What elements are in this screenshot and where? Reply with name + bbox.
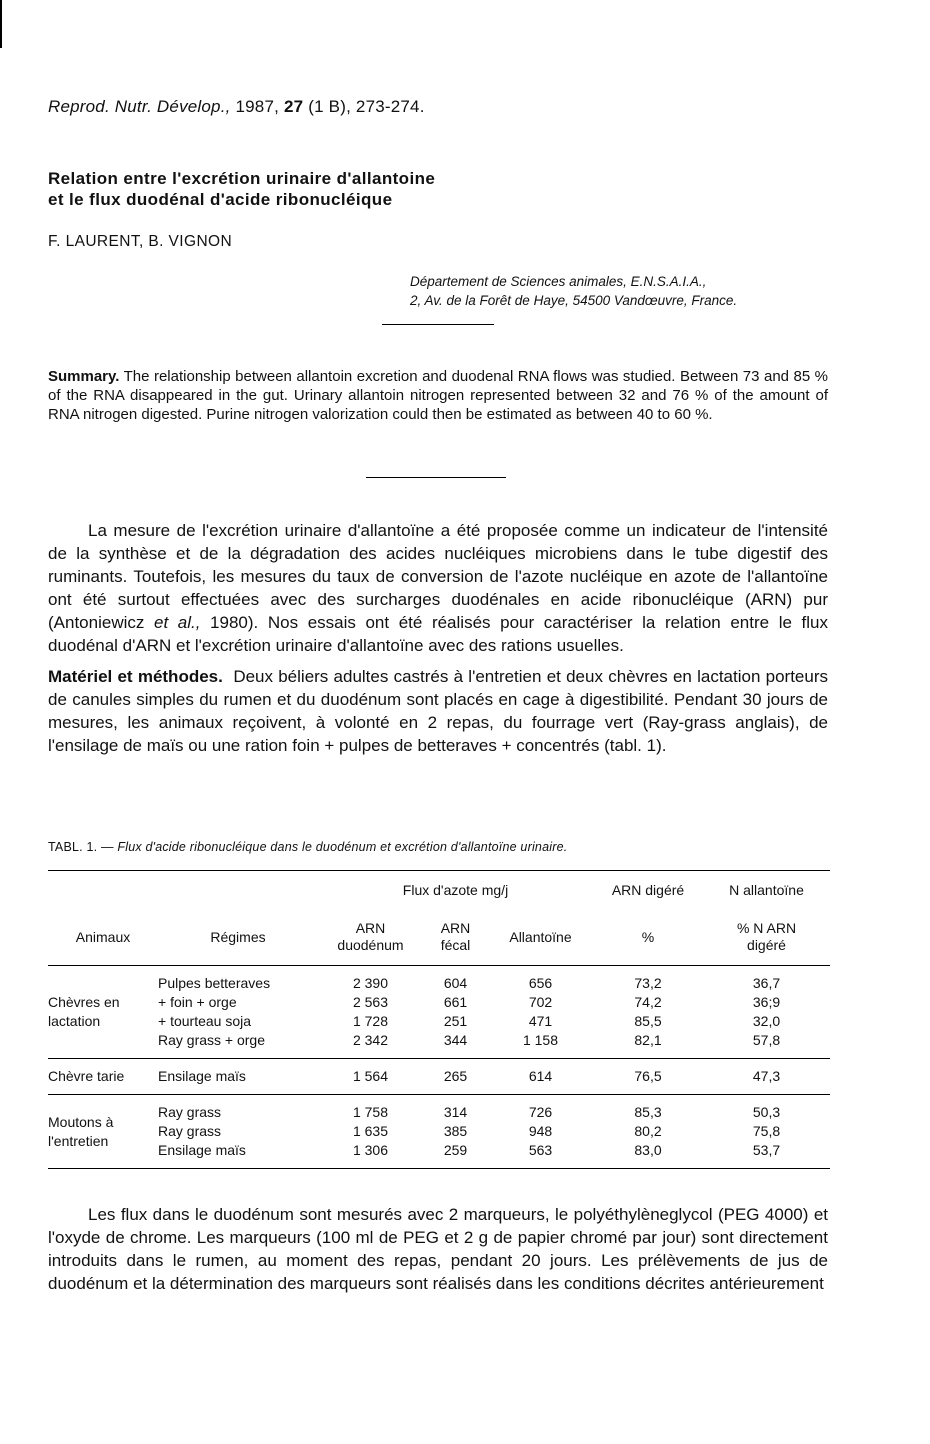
header-flux-azote: Flux d'azote mg/j xyxy=(318,871,593,910)
header-arn-duodenum: ARN duodénum xyxy=(318,909,423,966)
cell-regimes: Ray grass Ray grass Ensilage maïs xyxy=(158,1095,318,1169)
cell-arn-fecal: 604 661 251 344 xyxy=(423,966,488,1059)
journal-year: 1987, xyxy=(235,97,280,116)
separator-rule xyxy=(382,324,494,325)
header-regimes: Régimes xyxy=(158,909,318,966)
cell-arn-digere: 73,2 74,2 85,5 82,1 xyxy=(593,966,703,1059)
cell-regimes: Ensilage maïs xyxy=(158,1059,318,1095)
table-row xyxy=(48,1059,830,1095)
table-caption-text: Flux d'acide ribonucléique dans le duodénum et excrétion d'allantoïne urinaire. xyxy=(117,840,568,854)
header-animaux: Animaux xyxy=(48,909,158,966)
header-pct: % xyxy=(593,909,703,966)
table-row xyxy=(48,1095,830,1169)
methods-paragraph xyxy=(48,665,828,757)
summary-lead: Summary. xyxy=(48,368,120,385)
cell-regimes: Pulpes betteraves + foin + orge + tourteau soja Ray grass + orge xyxy=(158,966,318,1059)
cell-animal: Moutons à l'entretien xyxy=(48,1095,158,1169)
intro-citation-etal: et al., xyxy=(153,613,201,632)
margin-line xyxy=(0,0,2,48)
cell-arn-digere: 85,3 80,2 83,0 xyxy=(593,1095,703,1169)
title-line-2: et le flux duodénal d'acide ribonucléique xyxy=(48,190,393,209)
article-title xyxy=(48,168,435,210)
cell-n-allantoine: 36,7 36;9 32,0 57,8 xyxy=(703,966,830,1059)
followup-paragraph: Les flux dans le duodénum sont mesurés avec 2 marqueurs, le polyéthylèneglycol (PEG 4000) et l'oxyde de chrome. Les marqueurs (100 ml de PEG et 2 g de papier chromé par jour) sont directement introduits dans le rumen, au moment des repas, pendant 20 jours. Les prélèvements de jus de duodénum et la détermination des marqueurs sont réalisés dans les conditions décrites antérieurement xyxy=(48,1205,828,1293)
affiliation-line-2: 2, Av. de la Forêt de Haye, 54500 Vandœuvre, France. xyxy=(410,293,738,308)
summary xyxy=(48,367,828,424)
header-n-allantoine: N allantoïne xyxy=(703,871,830,910)
header-arn-fecal: ARN fécal xyxy=(423,909,488,966)
cell-animal: Chèvre tarie xyxy=(48,1059,158,1095)
cell-arn-digere: 76,5 xyxy=(593,1059,703,1095)
header-allantoine: Allantoïne xyxy=(488,909,593,966)
cell-allantoine: 656 702 471 1 158 xyxy=(488,966,593,1059)
authors: F. LAURENT, B. VIGNON xyxy=(48,233,233,250)
cell-n-allantoine: 47,3 xyxy=(703,1059,830,1095)
table-header-row xyxy=(48,871,830,910)
cell-arn-fecal: 314 385 259 xyxy=(423,1095,488,1169)
journal-volume: 27 xyxy=(283,97,304,116)
intro-text-a: La mesure de l'excrétion urinaire d'allantoïne a été proposée comme un indicateur de l'intensité de la synthèse et de la dégradation des acides nucléiques microbiens dans le tube digestif des ruminants. Toutefois, les mesures du taux de conversion de l'azote nucléique en azote de l'allantoïne ont été surtout effectuées avec des surcharges duodénales en acide ribonucléique (ARN) pur (Antoniewicz xyxy=(48,521,828,632)
header-pct-n-arn: % N ARN digéré xyxy=(703,909,830,966)
data-table xyxy=(48,870,830,1169)
cell-arn-fecal: 265 xyxy=(423,1059,488,1095)
cell-arn-duodenum: 2 390 2 563 1 728 2 342 xyxy=(318,966,423,1059)
table-subheader-row xyxy=(48,909,830,966)
followup-section xyxy=(48,1203,828,1295)
intro-paragraph xyxy=(48,519,828,657)
journal-name: Reprod. Nutr. Dévelop., xyxy=(48,97,231,116)
table-caption xyxy=(48,840,567,854)
cell-animal: Chèvres en lactation xyxy=(48,966,158,1059)
table-caption-label: TABL. 1. — xyxy=(48,840,114,854)
cell-arn-duodenum: 1 564 xyxy=(318,1059,423,1095)
cell-allantoine: 726 948 563 xyxy=(488,1095,593,1169)
title-line-1: Relation entre l'excrétion urinaire d'allantoine xyxy=(48,169,436,188)
header-arn-digere: ARN digéré xyxy=(593,871,703,910)
methods-text: Deux béliers adultes castrés à l'entretien et deux chèvres en lactation porteurs de canules simples du rumen et du duodénum sont placés en cage à digestibilité. Pendant 30 jours de mesures, les animaux reçoivent, à volonté en 2 repas, du fourrage vert (Ray-grass anglais), de l'ensilage de maïs ou une ration foin + pulpes de betteraves + concentrés (tabl. 1). xyxy=(48,667,829,755)
affiliation xyxy=(410,272,737,310)
journal-reference xyxy=(48,97,425,117)
methods-lead: Matériel et méthodes. xyxy=(48,667,223,686)
cell-allantoine: 614 xyxy=(488,1059,593,1095)
journal-issue-pages: (1 B), 273-274. xyxy=(308,97,425,116)
affiliation-line-1: Département de Sciences animales, E.N.S.A.I.A., xyxy=(410,274,707,289)
separator-rule xyxy=(366,477,506,478)
table-row xyxy=(48,966,830,1059)
cell-arn-duodenum: 1 758 1 635 1 306 xyxy=(318,1095,423,1169)
intro-section xyxy=(48,519,828,757)
cell-n-allantoine: 50,3 75,8 53,7 xyxy=(703,1095,830,1169)
summary-text: The relationship between allantoin excretion and duodenal RNA flows was studied. Between 73 and 85 % of the RNA disappeared in the gut. Urinary allantoin nitrogen represented between 32 and 76 % of the amount of RNA nitrogen digested. Purine nitrogen valorization could then be estimated as between 40 to 60 %. xyxy=(48,368,828,423)
intro-text-b: 1980). Nos essais ont été réalisés pour caractériser la relation entre le flux duodénal d'ARN et l'excrétion urinaire d'allantoïne avec des rations usuelles. xyxy=(48,613,828,655)
